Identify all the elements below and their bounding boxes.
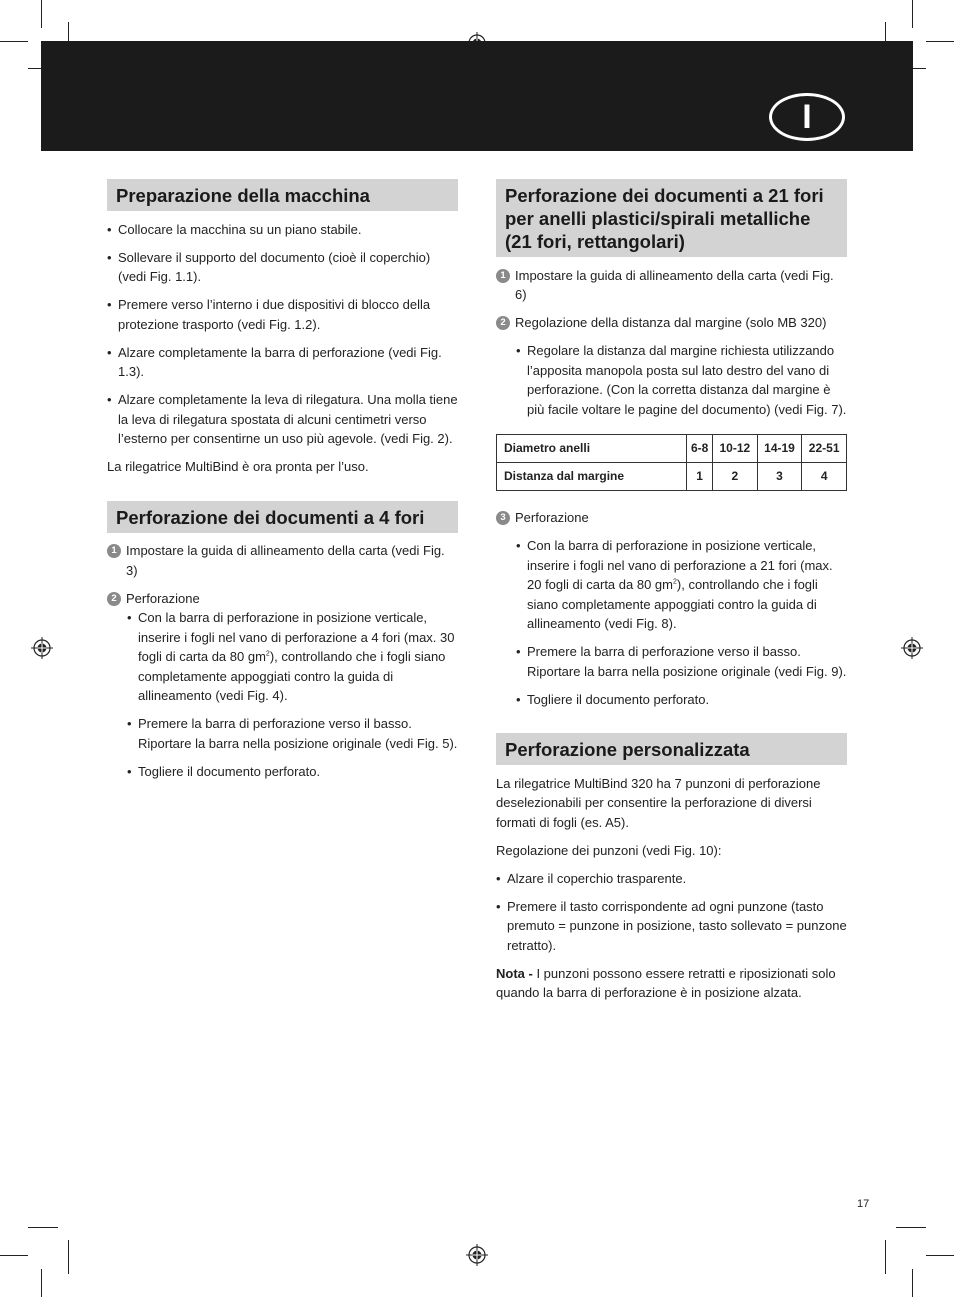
table-cell: 2 (713, 463, 758, 491)
step-text: Impostare la guida di allineamento della carta (vedi Fig. 3) (126, 543, 445, 578)
table-row (497, 435, 847, 463)
sub-list-item: • Regolare la distanza dal margine richiesta utilizzando l’apposita manopola posta sul lato destro del vano di perforazione. (Con la corretta distanza dal margine è più facile voltare le pagine del documento) (vedi Fig. 7). (496, 341, 847, 419)
sub-list-item: • Premere la barra di perforazione verso il basso. Riportare la barra nella posizione originale (vedi Fig. 9). (496, 642, 847, 681)
right-column (496, 179, 847, 1003)
crop-mark (912, 1269, 913, 1297)
step-item (496, 313, 847, 333)
crop-mark (41, 0, 42, 28)
list-item: • Alzare il coperchio trasparente. (496, 869, 847, 889)
sub-list-item: • Togliere il documento perforato. (496, 690, 847, 710)
table-cell: 14-19 (757, 435, 802, 463)
section-title-4-fori: Perforazione dei documenti a 4 fori (107, 501, 458, 533)
superscript: 2 (265, 650, 270, 658)
registration-mark-icon (466, 1244, 488, 1266)
crop-mark (912, 0, 913, 28)
sub-list-item (107, 608, 458, 706)
table-row-label: Distanza dal margine (497, 463, 687, 491)
section-title-personalizzata: Perforazione personalizzata (496, 733, 847, 765)
crop-mark (28, 1227, 58, 1228)
crop-mark (0, 41, 28, 42)
step-text: Impostare la guida di allineamento della carta (vedi Fig. 6) (515, 267, 834, 302)
registration-mark-icon (901, 637, 923, 659)
crop-mark (926, 41, 954, 42)
paragraph: La rilegatrice MultiBind 320 ha 7 punzoni di perforazione deselezionabili per consentire la perforazione di diversi formati di fogli (es. A5). (496, 775, 821, 830)
step-text: Perforazione (126, 590, 200, 606)
sub-list-item: • Premere la barra di perforazione verso il basso. Riportare la barra nella posizione originale (vedi Fig. 5). (107, 714, 458, 753)
crop-mark (41, 1269, 42, 1297)
crop-mark (926, 1255, 954, 1256)
table-row-label: Diametro anelli (497, 435, 687, 463)
table-cell: 1 (687, 463, 713, 491)
text: Con la barra di perforazione in posizione verticale, inserire i fogli nel vano di perforazione a 21 fori (max. 20 fogli di carta da 80 gm (527, 538, 833, 592)
list-item: • Premere verso l’interno i due dispositivi di blocco della protezione trasporto (vedi Fig. 1.2). (107, 295, 458, 334)
table-cell: 6-8 (687, 435, 713, 463)
table-cell: 4 (802, 463, 847, 491)
crop-mark (885, 1240, 886, 1274)
list-item: • Alzare completamente la barra di perforazione (vedi Fig. 1.3). (107, 343, 458, 382)
paragraph: Regolazione dei punzoni (vedi Fig. 10): (496, 842, 722, 858)
step-text: Perforazione (515, 510, 589, 525)
table-cell: 3 (757, 463, 802, 491)
step-item (496, 266, 847, 305)
section-title-21-fori: Perforazione dei documenti a 21 fori per anelli plastici/spirali metalliche (21 fori, rettangolari) (496, 179, 847, 257)
text: ), controllando che i fogli siano completamente appoggiati contro la guida di allineamento (vedi Fig. 8). (527, 577, 818, 631)
step-number-icon: 3 (496, 511, 510, 525)
text: Con la barra di perforazione in posizione verticale, inserire i fogli nel vano di perforazione a 4 fori (max. 30 fogli di carta da 80 gm (138, 610, 455, 664)
crop-mark (68, 1240, 69, 1274)
sub-list-item: • Togliere il documento perforato. (107, 762, 458, 782)
sub-list-item (496, 536, 847, 634)
crop-mark (896, 1227, 926, 1228)
registration-mark-icon (31, 637, 53, 659)
left-column (107, 179, 458, 781)
list-item: • Premere il tasto corrispondente ad ogni punzone (tasto premuto = punzone in posizione, tasto sollevato = punzone retratto). (496, 897, 847, 956)
step-item (107, 541, 458, 580)
superscript: 2 (672, 578, 677, 586)
crop-mark (0, 1255, 28, 1256)
list-item: • Alzare completamente la leva di rilegatura. Una molla tiene la leva di rilegatura spostata di alcuni centimetri verso l’esterno per consentirne un uso più agevole. (vedi Fig. 2). (107, 390, 458, 449)
margin-table (496, 434, 847, 491)
table-row (497, 463, 847, 491)
language-badge: I (769, 93, 845, 141)
ready-note: La rilegatrice MultiBind è ora pronta per l’uso. (107, 459, 369, 474)
table-cell: 10-12 (713, 435, 758, 463)
list-item: • Collocare la macchina su un piano stabile. (107, 220, 458, 240)
step-number-icon: 2 (107, 592, 121, 606)
table-cell: 22-51 (802, 435, 847, 463)
text: ), controllando che i fogli siano completamente appoggiati contro la guida di allineamento (vedi Fig. 4). (138, 649, 446, 703)
step-item (107, 589, 458, 609)
note-text: I punzoni possono essere retratti e riposizionati solo quando la barra di perforazione è in posizione alzata. (496, 965, 836, 1000)
section-title-preparazione: Preparazione della macchina (107, 179, 458, 211)
note-paragraph (496, 964, 847, 1003)
list-item: • Sollevare il supporto del documento (cioè il coperchio) (vedi Fig. 1.1). (107, 248, 458, 287)
step-number-icon: 2 (496, 316, 510, 330)
step-item (496, 508, 847, 528)
step-text: Regolazione della distanza dal margine (solo MB 320) (515, 315, 827, 330)
page-number: 17 (857, 1198, 870, 1210)
step-number-icon: 1 (496, 269, 510, 283)
step-number-icon: 1 (107, 544, 121, 558)
note-label: Nota - (496, 965, 533, 981)
